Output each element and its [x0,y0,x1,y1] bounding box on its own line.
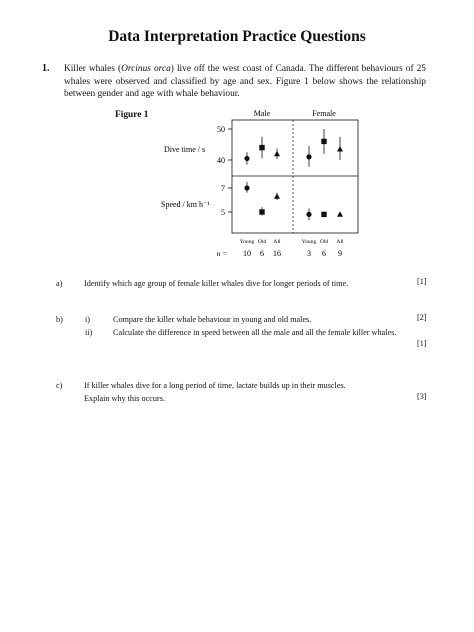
speed-point-female-all [337,211,343,217]
dive-point-female-all [337,146,343,152]
sample-size-value: 6 [322,249,326,258]
species-name: Orcinus orca [121,64,171,74]
dive-point-male-all [274,151,280,157]
sample-size-value: 16 [273,249,281,258]
question-b-i-marks: [2] [417,313,427,322]
page-title: Data Interpretation Practice Questions [108,28,366,45]
group-label-male: Male [253,109,271,118]
dive-point-female-old [321,139,326,144]
intro-text-after: ) live off the west coast of Canada. The different behaviours of 25 whales were observed and classified by age and sex. Figure 1 below shows the relationship between gender and age with whale behaviour. [64,64,426,100]
speed-point-male-old [259,209,264,214]
intro-text-before: Killer whales ( [64,64,122,74]
speed-point-female-young [306,212,311,217]
sample-size-value: 9 [338,249,342,258]
figure-title: Figure 1 [115,110,149,120]
group-label-female: Female [312,109,336,118]
y-tick-label: 5 [221,208,225,217]
sample-size-value: 6 [260,249,264,258]
y-tick-label: 40 [217,156,225,165]
question-c-line-1: If killer whales dive for a long period of time, lactate builds up in their muscles. [84,381,346,390]
question-b-ii-number: ii) [85,328,93,337]
speed-point-male-all [274,193,280,199]
question-c-marks: [3] [417,392,427,401]
speed-point-male-young [244,185,249,190]
question-b-i-number: i) [85,315,91,324]
x-label-male-old: Old [257,239,267,245]
sample-size-value: 3 [307,249,311,258]
speed-point-female-old [321,212,326,217]
dive-point-male-old [259,145,264,150]
question-b-ii-marks: [1] [417,339,427,348]
x-label-male-young: Young [239,239,255,245]
question-c-letter: c) [56,381,63,390]
y-tick-label: 50 [217,125,225,134]
x-label-female-young: Young [301,239,317,245]
x-label-female-old: Old [319,239,329,245]
question-a-marks: [1] [417,277,427,286]
sample-size-value: 10 [243,249,251,258]
panel-label-speed: Speed / km h⁻¹ [161,200,210,209]
question-b-ii-text: Calculate the difference in speed between all the male and all the female killer whales. [113,328,397,337]
panel-label-dive-time: Dive time / s [164,145,206,154]
x-label-female-all: All [336,239,344,245]
x-label-male-all: All [273,239,281,245]
sample-size-label: n = [216,249,228,258]
data-marks [244,129,343,220]
question-number: 1. [42,63,50,74]
dive-point-male-young [244,156,249,161]
question-c-line-2: Explain why this occurs. [84,394,165,403]
y-tick-label: 7 [221,184,225,193]
question-b-letter: b) [56,315,63,324]
question-b-i-text: Compare the killer whale behaviour in young and old males. [113,315,312,324]
question-a-letter: a) [56,279,63,288]
question-a-text: Identify which age group of female killer whales dive for longer periods of time. [84,279,349,288]
dive-point-female-young [306,154,311,159]
